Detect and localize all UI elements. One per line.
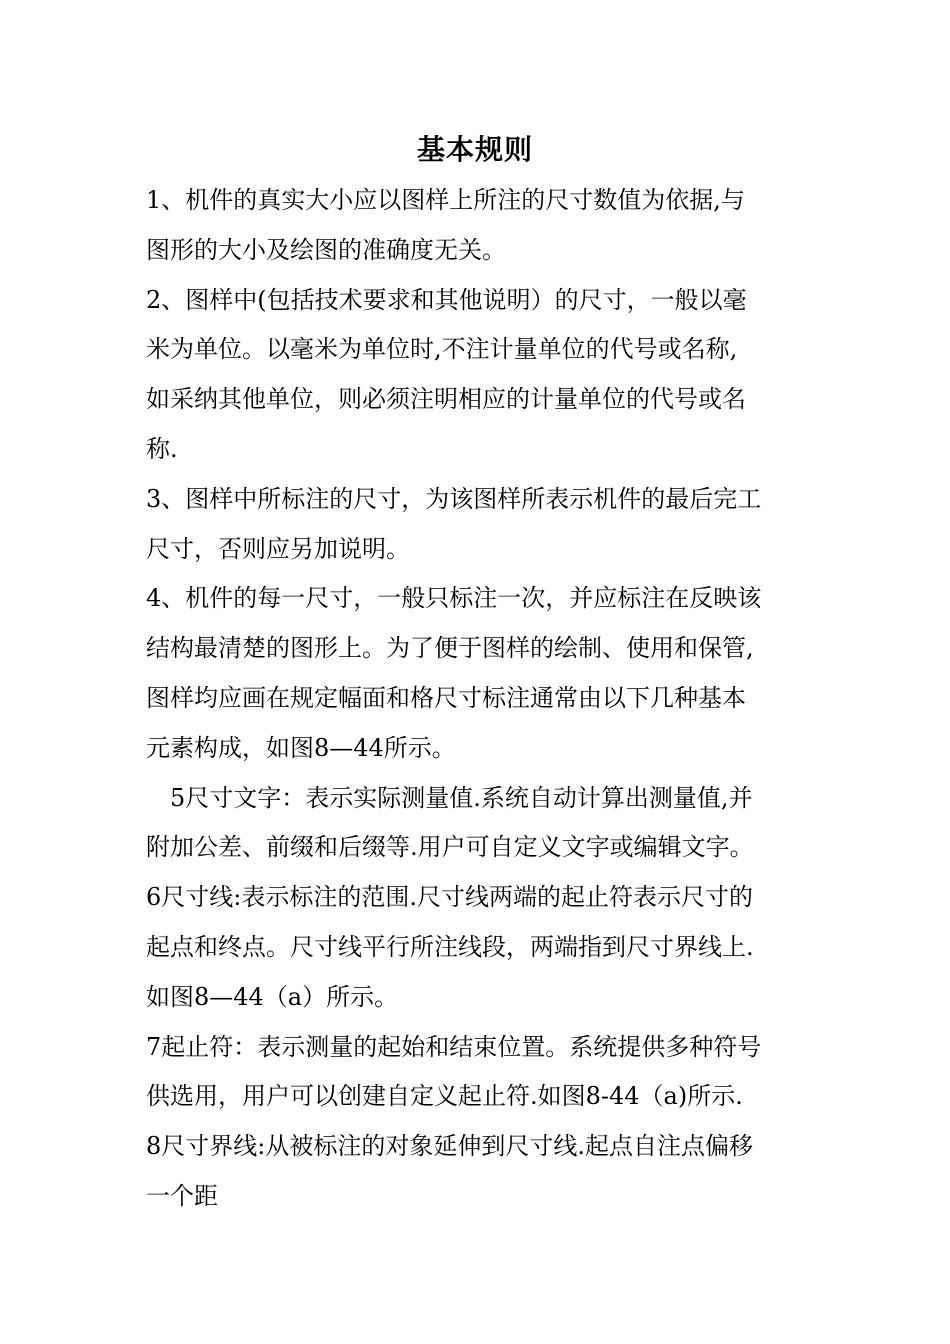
text-line-2: 图形的大小及绘图的准确度无关。 (146, 235, 506, 264)
text-line-3: 2、图样中(包括技术要求和其他说明）的尺寸，一般以毫 (146, 285, 747, 314)
text-line-20: 8尺寸界线:从被标注的对象延伸到尺寸线.起点自注点偏移 (146, 1132, 753, 1161)
text-line-17: 如图8—44（a）所示。 (146, 982, 399, 1011)
text-line-4: 米为单位。以毫米为单位时,不注计量单位的代号或名称, (146, 335, 738, 364)
text-line-7: 3、图样中所标注的尺寸，为该图样所表示机件的最后完工 (146, 484, 762, 513)
text-line-14: 附加公差、前缀和后缀等.用户可自定义文字或编辑文字。 (146, 833, 754, 862)
text-line-11: 图样均应画在规定幅面和格尺寸标注通常由以下几种基本 (146, 683, 746, 712)
text-line-19: 供选用，用户可以创建自定义起止符.如图8-44（a)所示. (146, 1082, 743, 1111)
text-line-9: 4、机件的每一尺寸，一般只标注一次，并应标注在反映该 (146, 584, 762, 613)
text-line-21: 一个距 (146, 1181, 218, 1210)
text-line-10: 结构最清楚的图形上。为了便于图样的绘制、使用和保管, (146, 634, 754, 663)
text-line-1: 1、机件的真实大小应以图样上所注的尺寸数值为依据,与 (146, 186, 745, 214)
text-line-6: 称. (146, 434, 178, 463)
document-body (146, 176, 826, 1222)
text-line-5: 如采纳其他单位，则必须注明相应的计量单位的代号或名 (146, 385, 746, 414)
text-line-15: 6尺寸线:表示标注的范围.尺寸线两端的起止符表示尺寸的 (146, 883, 753, 912)
text-line-8: 尺寸，否则应另加说明。 (146, 534, 410, 563)
text-line-13: 5尺寸文字：表示实际测量值.系统自动计算出测量值,并 (170, 783, 753, 812)
text-line-16: 起点和终点。尺寸线平行所注线段，两端指到尺寸界线上. (146, 932, 754, 961)
text-line-12: 元素构成，如图8—44所示。 (146, 733, 456, 762)
text-line-18: 7起止符：表示测量的起始和结束位置。系统提供多种符号 (146, 1032, 762, 1061)
document-title: 基本规则 (416, 133, 533, 166)
